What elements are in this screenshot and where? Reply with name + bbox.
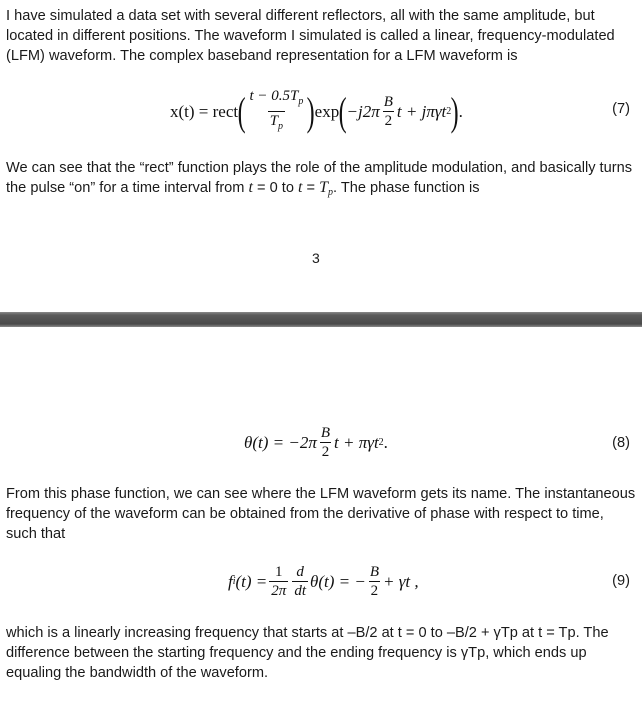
eq7-rect-fraction: $\frac{t - 0.5T_p}{T_p}$ [247, 88, 305, 135]
equation-7-number: (7) [612, 101, 630, 117]
equation-9: f i (t) = $\frac{1}{2\pi}$ $\frac{d}{dt}$ θ(t) = − $\frac{B}{2}$ + γt , [228, 564, 419, 599]
equation-8: θ(t) = −2π $\frac{B}{2}$ t + πγt 2 . [244, 425, 388, 460]
eq7-lhs: x(t) = rect [170, 101, 239, 121]
eq7-exp-fraction: $\frac{B}{2}$ [383, 94, 393, 129]
eq7-exp-inner-a: −j2π [346, 101, 380, 121]
intro-paragraph: I have simulated a data set with several different reflectors, all with the same amplitude, but located in different positions. The waveform I simulated is called a linear, frequency-modulated (LFM) waveform. The complex baseband representation for a LFM waveform is [6, 8, 615, 64]
document-page-1 [0, 0, 642, 312]
document-page-2 [0, 327, 642, 702]
equation-8-number: (8) [612, 435, 630, 451]
eq9-fraction-2: $\frac{d}{dt}$ [294, 564, 306, 599]
equation-9-number: (9) [612, 573, 630, 589]
equation-7: x(t) = rect ( $\frac{t - 0.5T_p}{T_p}$ ) exp ( −j2π $\frac{B}{2}$ t + jπγt 2 ) . [170, 88, 463, 134]
rect-paragraph: We can see that the “rect” function plays the role of the amplitude modulation, and basically turns the pulse “on” for a time interval from t = 0 to $t = T_p$. The phase function is [6, 160, 632, 198]
eq9-fraction-1: $\frac{1}{2\pi}$ [271, 564, 287, 599]
eq8-lhs: θ(t) = −2π [244, 432, 317, 452]
eq7-exp: exp [314, 101, 340, 121]
phase-paragraph: From this phase function, we can see where the LFM waveform gets its name. The instantaneous frequency of the waveform can be obtained from the derivative of phase with respect to time, such that [6, 486, 636, 542]
eq9-fraction-3: $\frac{B}{2}$ [369, 564, 379, 599]
eq8-fraction: $\frac{B}{2}$ [320, 425, 331, 460]
page-number: 3 [312, 250, 320, 266]
page-divider [0, 312, 642, 327]
final-paragraph: which is a linearly increasing frequency that starts at –B/2 at t = 0 to –B/2 + γTp at t = Tp. The difference between the starting frequency and the ending frequency is γTp, which ends up equaling the bandwidth of the waveform. [6, 625, 609, 681]
eq7-exp-inner-b: t + jπγt [396, 101, 447, 121]
eq8-rhs: t + πγt [334, 432, 379, 452]
